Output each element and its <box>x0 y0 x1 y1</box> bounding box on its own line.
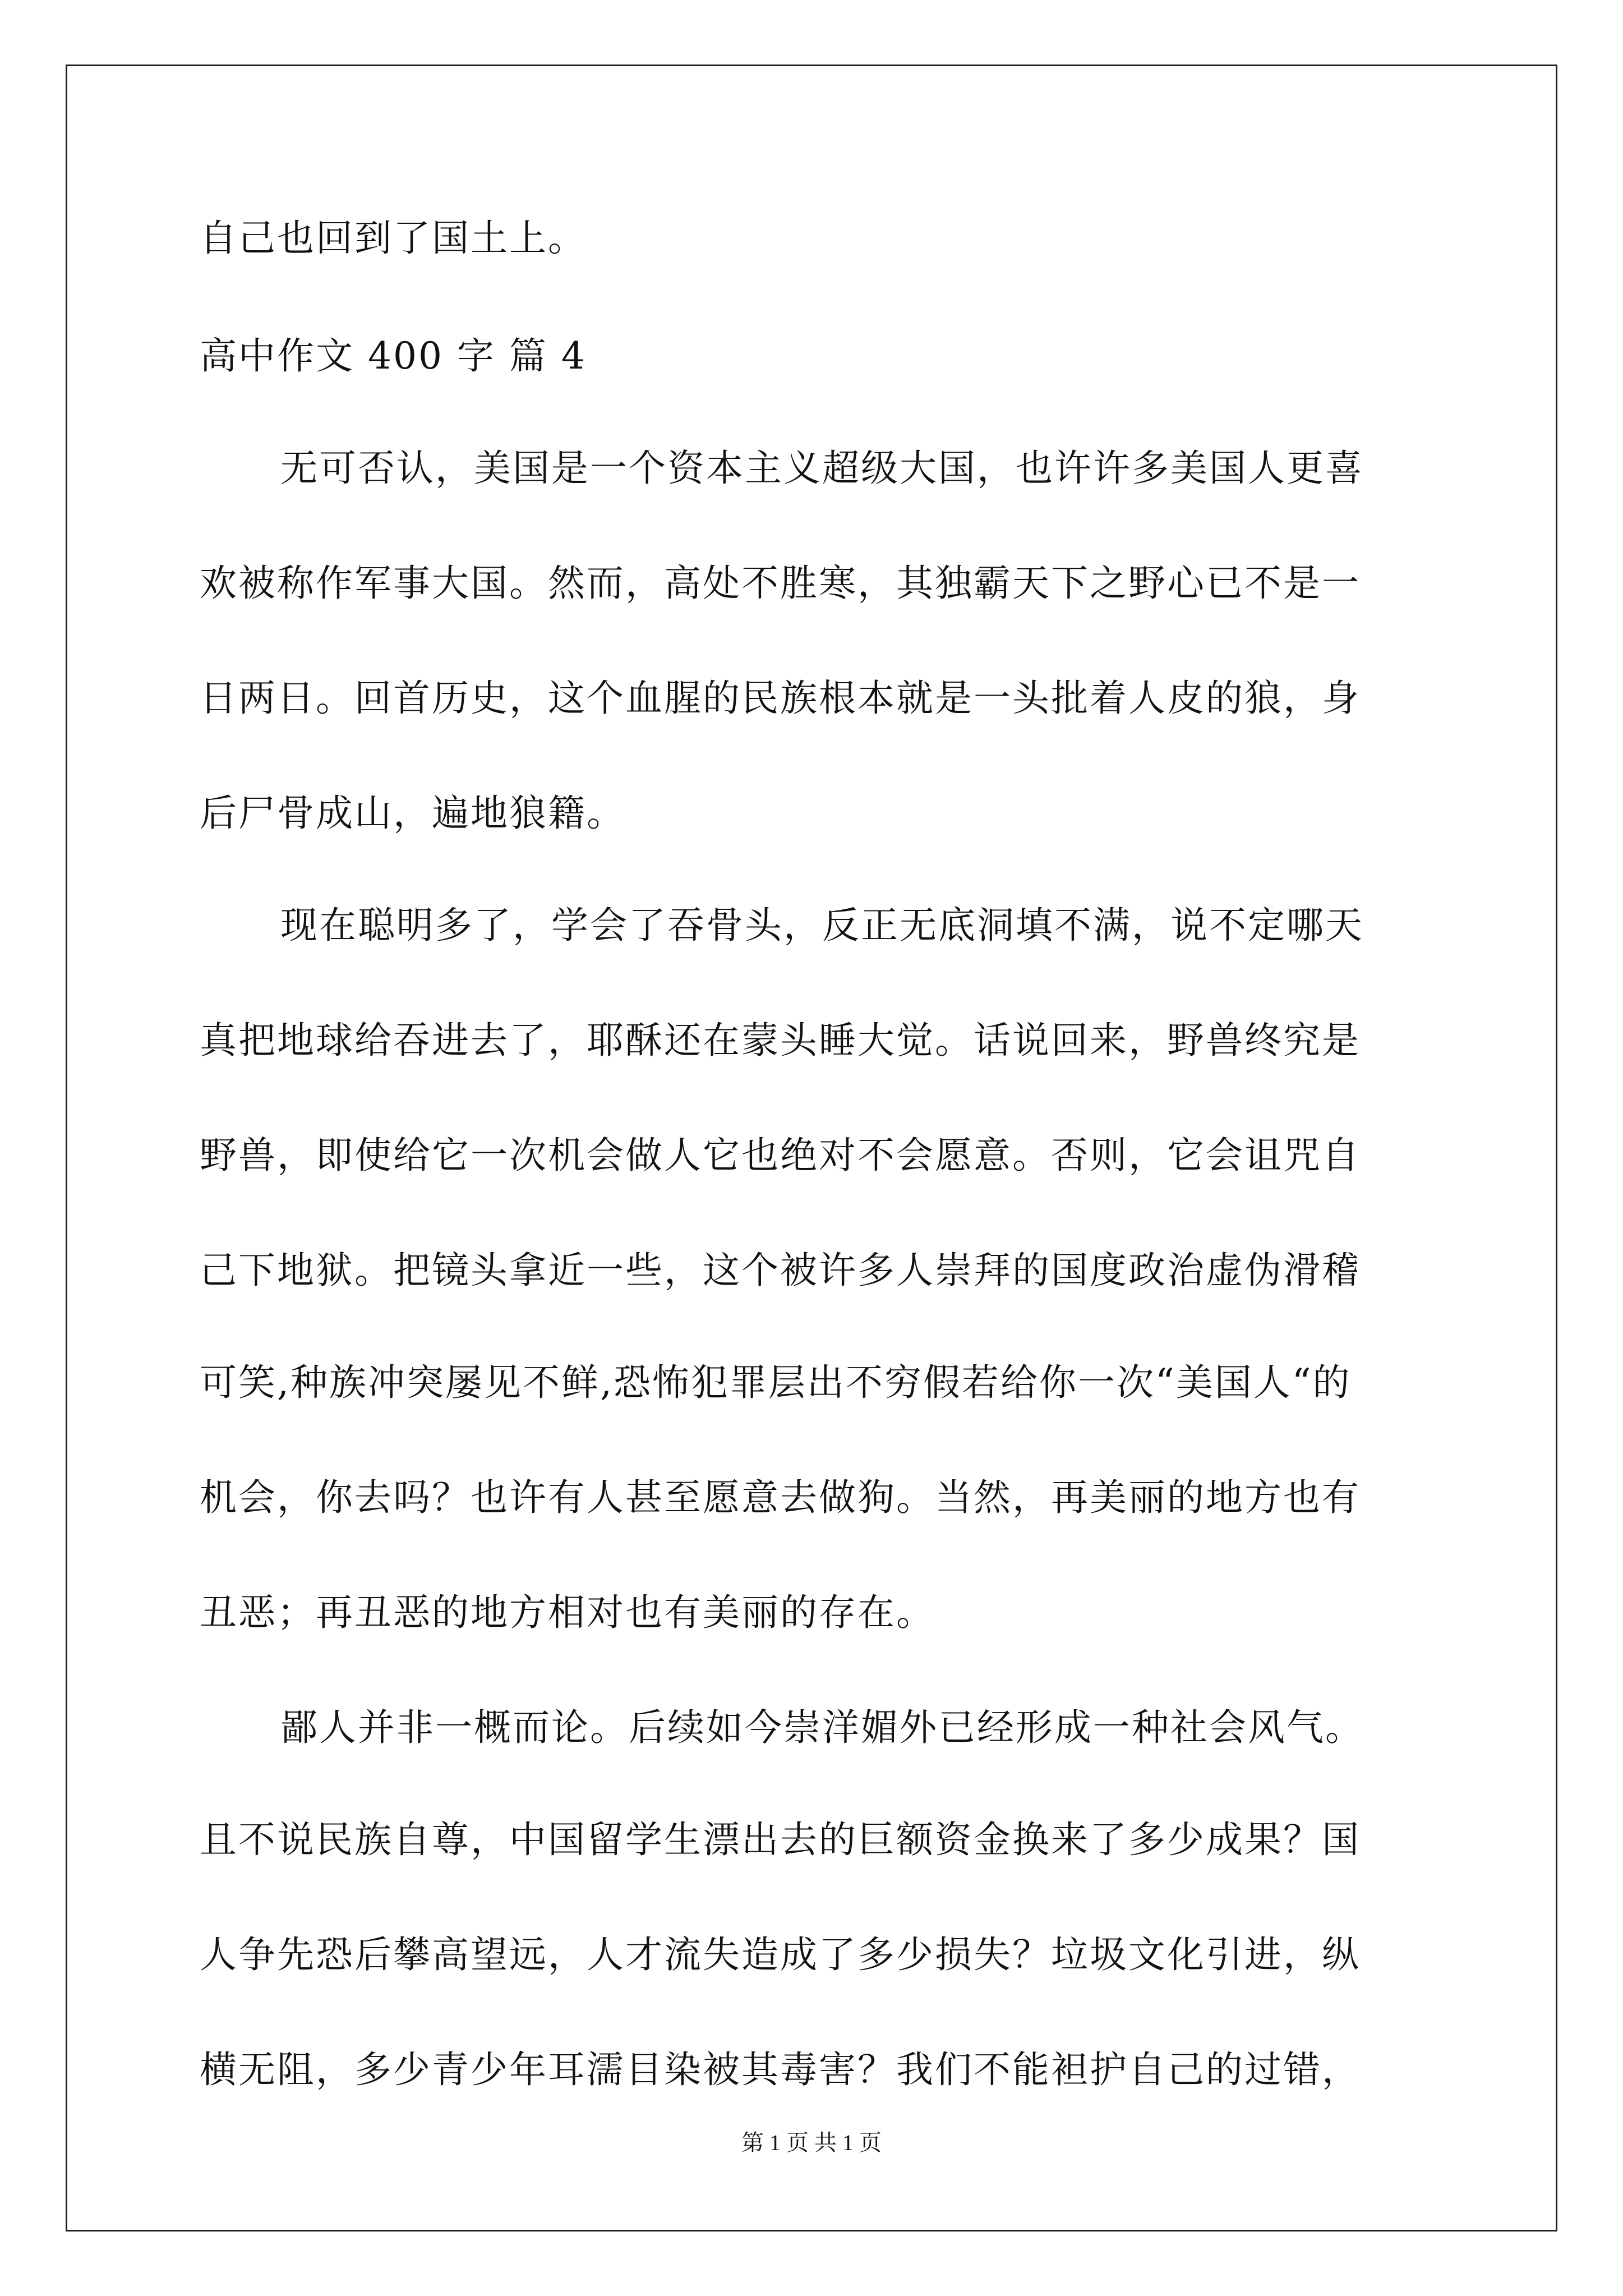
text-line: 欢被称作军事大国。然而，高处不胜寒，其独霸天下之野心已不是一 <box>200 562 1361 605</box>
text-line: 人争先恐后攀高望远，人才流失造成了多少损失？垃圾文化引进，纵 <box>200 1933 1361 1976</box>
text-line: 鄙人并非一概而论。后续如今崇洋媚外已经形成一种社会风气。 <box>280 1706 1364 1749</box>
text-line: 野兽，即使给它一次机会做人它也绝对不会愿意。否则，它会诅咒自 <box>200 1134 1361 1177</box>
text-line: 无可否认，美国是一个资本主义超级大国，也许许多美国人更喜 <box>280 447 1364 490</box>
text-line: 可笑,种族冲突屡见不鲜,恐怖犯罪层出不穷假若给你一次“美国人“的 <box>200 1361 1352 1404</box>
text-line: 自己也回到了国土上。 <box>200 217 587 260</box>
text-line: 真把地球给吞进去了，耶酥还在蒙头睡大觉。话说回来，野兽终究是 <box>200 1019 1361 1062</box>
text-line: 横无阻，多少青少年耳濡目染被其毒害？我们不能袒护自己的过错， <box>200 2048 1361 2091</box>
text-line: 机会，你去吗？也许有人甚至愿意去做狗。当然，再美丽的地方也有 <box>200 1476 1361 1519</box>
text-line: 后尸骨成山，遍地狼籍。 <box>200 792 625 835</box>
text-line: 日两日。回首历史，这个血腥的民族根本就是一头批着人皮的狼，身 <box>200 677 1361 720</box>
text-line: 现在聪明多了，学会了吞骨头，反正无底洞填不满，说不定哪天 <box>280 904 1364 947</box>
page-number-footer: 第 1 页 共 1 页 <box>741 2130 882 2155</box>
text-line: 丑恶；再丑恶的地方相对也有美丽的存在。 <box>200 1591 935 1634</box>
section-heading: 高中作文 400 字 篇 4 <box>200 334 587 378</box>
text-line: 己下地狱。把镜头拿近一些，这个被许多人崇拜的国度政治虚伪滑稽 <box>200 1249 1361 1292</box>
text-line: 且不说民族自尊，中国留学生漂出去的巨额资金换来了多少成果？国 <box>200 1818 1361 1861</box>
